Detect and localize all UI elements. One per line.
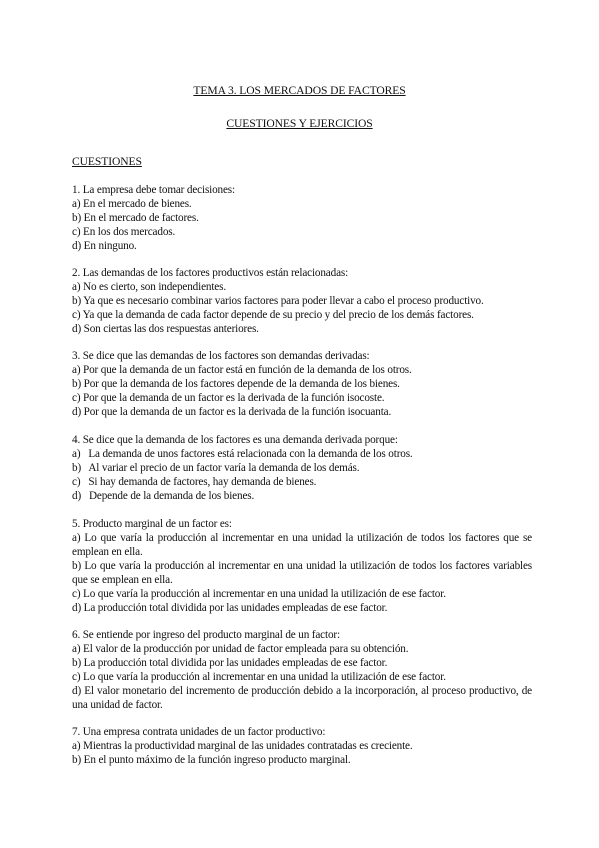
option-a: a) No es cierto, son independientes. bbox=[72, 281, 226, 293]
option-d: d) El valor monetario del incremento de producción debido a la incorporación, al proceso productivo, de una unidad de factor. bbox=[72, 685, 532, 711]
option-c: c) Si hay demanda de factores, hay demanda de bienes. bbox=[72, 476, 317, 488]
question-stem: 1. La empresa debe tomar decisiones: bbox=[72, 184, 235, 196]
question-stem: 3. Se dice que las demandas de los factores son demandas derivadas: bbox=[72, 350, 370, 362]
question-1 bbox=[72, 183, 532, 253]
option-d: d) La producción total dividida por las unidades empleadas de ese factor. bbox=[72, 602, 388, 614]
option-a: a) Lo que varía la producción al incrementar en una unidad la utilización de todos los factores que se emplean en ella. bbox=[72, 532, 532, 558]
question-stem: 6. Se entiende por ingreso del producto marginal de un factor: bbox=[72, 629, 340, 641]
option-a: a) La demanda de unos factores está relacionada con la demanda de los otros. bbox=[72, 448, 413, 460]
option-d: d) En ninguno. bbox=[72, 240, 137, 252]
option-c: c) Por que la demanda de un factor es la derivada de la función isocoste. bbox=[72, 392, 385, 404]
option-b: b) Por que la demanda de los factores depende de la demanda de los bienes. bbox=[72, 378, 400, 390]
option-b: b) La producción total dividida por las unidades empleadas de ese factor. bbox=[72, 657, 388, 669]
option-a: a) Por que la demanda de un factor está en función de la demanda de los otros. bbox=[72, 364, 412, 376]
option-b: b) Ya que es necesario combinar varios factores para poder llevar a cabo el proceso productivo. bbox=[72, 295, 484, 307]
option-b: b) Lo que varía la producción al incrementar en una unidad la utilización de todos los factores variables que se emplean en ella. bbox=[72, 560, 532, 586]
question-5 bbox=[72, 517, 532, 615]
document-title: TEMA 3. LOS MERCADOS DE FACTORES bbox=[193, 84, 406, 97]
option-a: a) El valor de la producción por unidad de factor empleada para su obtención. bbox=[72, 643, 409, 655]
option-a: a) Mientras la productividad marginal de las unidades contratadas es creciente. bbox=[72, 740, 413, 752]
question-2 bbox=[72, 266, 532, 336]
option-c: c) Ya que la demanda de cada factor depende de su precio y del precio de los demás factores. bbox=[72, 309, 474, 321]
question-4 bbox=[72, 433, 532, 503]
option-d: d) Depende de la demanda de los bienes. bbox=[72, 490, 255, 502]
question-stem: 2. Las demandas de los factores productivos están relacionadas: bbox=[72, 267, 349, 279]
option-c: c) En los dos mercados. bbox=[72, 226, 176, 238]
question-stem: 7. Una empresa contrata unidades de un factor productivo: bbox=[72, 726, 326, 738]
document-subtitle: CUESTIONES Y EJERCICIOS bbox=[226, 117, 373, 130]
option-b: b) Al variar el precio de un factor varía la demanda de los demás. bbox=[72, 462, 360, 474]
question-stem: 5. Producto marginal de un factor es: bbox=[72, 518, 232, 530]
option-d: d) Por que la demanda de un factor es la derivada de la función isocuanta. bbox=[72, 406, 392, 418]
option-d: d) Son ciertas las dos respuestas anteriores. bbox=[72, 323, 259, 335]
question-6 bbox=[72, 628, 532, 712]
question-stem: 4. Se dice que la demanda de los factores es una demanda derivada porque: bbox=[72, 434, 398, 446]
question-3 bbox=[72, 349, 532, 419]
question-7 bbox=[72, 725, 532, 767]
option-a: a) En el mercado de bienes. bbox=[72, 198, 192, 210]
option-b: b) En el mercado de factores. bbox=[72, 212, 199, 224]
option-c: c) Lo que varía la producción al incrementar en una unidad la utilización de ese factor. bbox=[72, 588, 446, 600]
option-c: c) Lo que varía la producción al incrementar en una unidad la utilización de ese factor. bbox=[72, 671, 446, 683]
option-b: b) En el punto máximo de la función ingreso producto marginal. bbox=[72, 754, 351, 766]
section-heading: CUESTIONES bbox=[72, 155, 142, 168]
